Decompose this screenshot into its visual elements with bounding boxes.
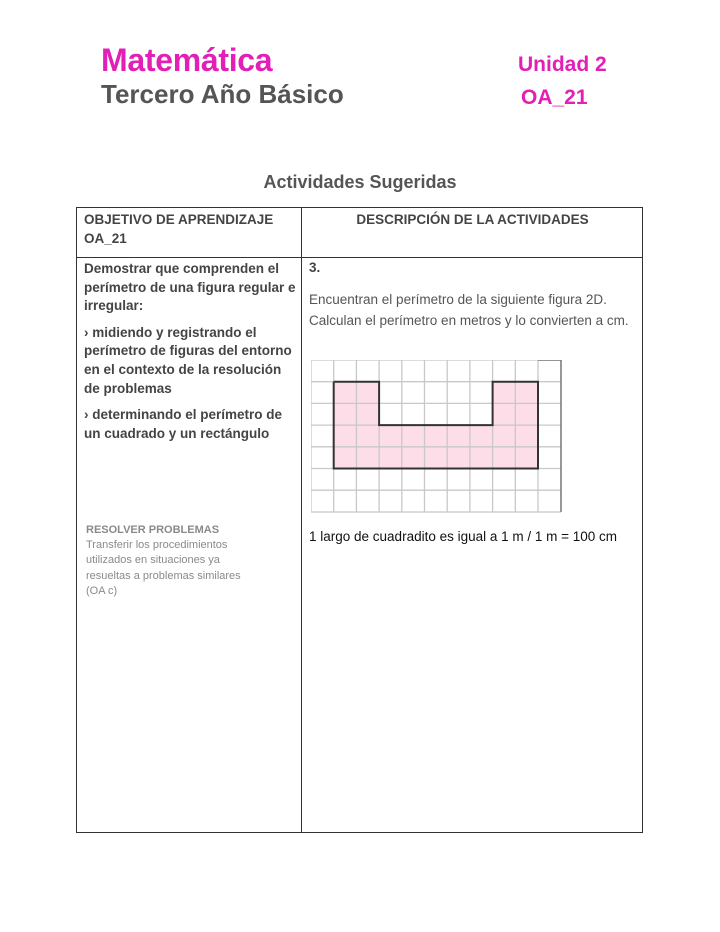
- skill-line: Transferir los procedimientos: [86, 539, 228, 552]
- objective-body: [84, 260, 299, 451]
- subject-title: Matemática: [101, 42, 273, 78]
- header-description: DESCRIPCIÓN DE LA ACTIVIDADES: [356, 212, 589, 227]
- skill-title: RESOLVER PROBLEMAS: [86, 524, 220, 536]
- skill-line: (OA c): [86, 584, 118, 597]
- header-divider: [77, 257, 642, 258]
- unit-label: Unidad 2: [518, 53, 607, 76]
- activities-table: [76, 207, 643, 833]
- skill-line: resueltas a problemas similares: [86, 569, 241, 582]
- objective-paragraph: Demostrar que comprenden el perímetro de una figura regular e irregular:: [84, 261, 296, 314]
- skill-box: [86, 523, 286, 599]
- oa-code-label: OA_21: [521, 86, 588, 109]
- perimeter-figure: [311, 360, 563, 519]
- skill-line: utilizados en situaciones ya: [86, 554, 220, 567]
- column-divider: [301, 208, 302, 832]
- grade-title: Tercero Año Básico: [101, 79, 344, 109]
- activity-instructions: Encuentran el perímetro de la siguiente figura 2D. Calculan el perímetro en metros y lo convierten a cm.: [309, 292, 629, 328]
- header-objective: OBJETIVO DE APRENDIZAJE OA_21: [84, 212, 274, 246]
- objective-paragraph: › determinando el perímetro de un cuadrado y un rectángulo: [84, 407, 283, 441]
- unit-conversion-note: 1 largo de cuadradito es igual a 1 m / 1 m = 100 cm: [309, 529, 618, 544]
- objective-paragraph: › midiendo y registrando el perímetro de figuras del entorno en el contexto de la resolución de problemas: [84, 324, 292, 396]
- activity-number: 3.: [309, 260, 321, 275]
- section-title: Actividades Sugeridas: [263, 172, 457, 192]
